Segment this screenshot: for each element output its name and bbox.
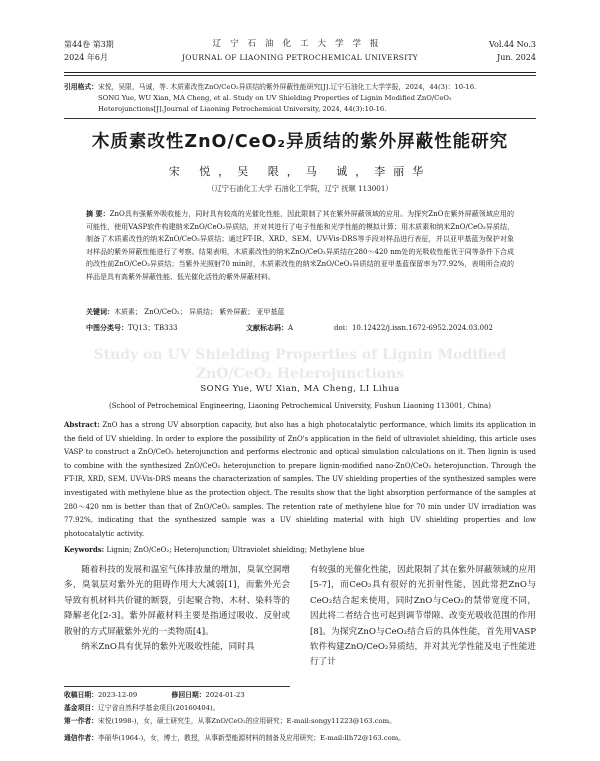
author-list: 宋 悦，吴 限，马 诚，李丽华 — [168, 165, 432, 178]
received-label: 收稿日期： — [64, 691, 98, 699]
english-affiliation: (School of Petrochemical Engineering, Liaoning Petrochemical University, Fushun Liaoning 113001, China) — [109, 402, 491, 410]
journal-name-cn: 辽宁石油化工大学学报 — [212, 39, 388, 49]
abstract-en — [64, 418, 536, 541]
header-center — [64, 38, 536, 64]
received-date: 2023-12-09 — [97, 691, 138, 699]
body-paragraph: 随着科技的发展和温室气体排放量的增加，臭氧空洞增多，臭氧层对紫外光的阻碍作用大大减弱[1]，而紫外光会导致有机材料共价键的断裂，引起聚合物、木材、染料等的降解老化[2-3]。紫外屏蔽材料主要是指通过吸收、反射或散射的方式屏蔽紫外光的一类物质[4]。 — [64, 565, 290, 637]
clc-value: TQ13；TB333 — [128, 324, 178, 332]
keywords-cn — [86, 306, 514, 318]
doi-value[interactable]: 10.12422/j.issn.1672-6952.2024.03.002 — [351, 324, 494, 332]
footnote-rule — [64, 686, 290, 687]
article-title: 木质素改性ZnO/CeO₂异质结的紫外屏蔽性能研究 — [91, 132, 509, 152]
footnote-dates — [64, 690, 536, 701]
citation-block — [64, 82, 536, 115]
volume-cn: 第44卷 第3期 — [64, 40, 114, 49]
header-rule-thick — [64, 72, 536, 73]
english-title: Study on UV Shielding Properties of Lignin Modified ZnO/CeO₂ Heterojunctions — [93, 347, 507, 382]
fund-text: 辽宁省自然科学基金项目(20160404)。 — [97, 704, 220, 712]
abstract-en-text: ZnO has a strong UV absorption capacity, but also has a high photocatalytic performance, which limits its application in the field of UV shielding. In order to explore the possibility of ZnO's application in the field of ultraviolet shielding, this article uses VASP to construct a ZnO/CeO₂ heterojunction and performs electronic and optical simulation calculations on it. Then lignin is used to combine with the synthesized ZnO/CeO₂ heterojunction to prepare lignin-modified nano-ZnO/CeO₂ heterojunction. Through the FT-IR, XRD, SEM, UV-Vis-DRS means the characterization of samples. The UV shielding properties of the synthesized samples were investigated with methylene blue as the protection object. The results show that the light absorption performance of the samples at 280～420 nm is better than that of ZnO/CeO₂ samples. The retention rate of methylene blue for 70 min under UV irradiation was 77.92%, indicating that the synthesized sample was a UV shielding material with high UV shielding properties and low photocatalytic activity. — [64, 421, 536, 538]
keywords-en-label: Keywords: — [64, 545, 105, 554]
abstract-cn-text: ZnO具有强紫外吸收能力，同时具有较高的光催化性能，因此限制了其在紫外屏蔽领域的应用。为探究ZnO在紫外屏蔽领域应用的可能性，使用VASP软件构建纳米ZnO/CeO₂异质结，并对其进行了电子性能和光学性能的模拟计算；用木质素和纳米ZnO/CeO₂异质结，制备了木质素改性的纳米ZnO/CeO₂异质结；通过FT-IR、XRD、SEM、UV-Vis-DRS等手段对样品进行表征，并以亚甲基蓝为保护对象对样品的紫外屏蔽性能进行了考察。结果表明，木质素改性的纳米ZnO/CeO₂异质结在280～420 nm处的光吸收性能优于同等条件下合成的改性前ZnO/CeO₂异质结；当紫外光照射70 min时，木质素改性的纳米ZnO/CeO₂异质结的亚甲基蓝保留率为77.92%，表明所合成的样品是具有高紫外屏蔽性能、低光催化活性的紫外屏蔽材料。 — [86, 210, 514, 281]
keywords-en — [64, 544, 536, 556]
footnote-fund — [64, 703, 536, 714]
keywords-cn-label: 关键词： — [86, 307, 114, 316]
revised-date: 2024-01-23 — [205, 691, 245, 699]
footnote-first-author — [64, 716, 536, 727]
citation-cn-text: 宋悦，吴限，马诚，等. 木质素改性ZnO/CeO₂异质结的紫外屏蔽性能研究[J].辽宁石油化工大学学报，2024，44(3)：10-16. — [97, 83, 477, 91]
abstract-cn-label: 摘 要： — [86, 209, 110, 218]
corr-author-text: 李丽华(1964-)，女，博士，教授，从事新型能源材料的制备及应用研究；E-mail:llh72@163.com。 — [97, 734, 405, 742]
doi-label: doi： — [334, 324, 352, 332]
affiliation: （辽宁石油化工大学 石油化工学院，辽宁 抚顺 113001） — [207, 184, 393, 193]
revised-label: 修回日期： — [171, 691, 206, 699]
first-author-text: 宋悦(1998-)，女，硕士研究生，从事ZnO/CeO₂的应用研究；E-mail:songy11223@163.com。 — [97, 717, 396, 725]
english-authors: SONG Yue, WU Xian, MA Cheng, LI Lihua — [200, 384, 400, 394]
abstract-cn — [86, 208, 514, 284]
body-paragraph: 有较强的光催化性能，因此限制了其在紫外屏蔽领域的应用[5-7]，而CeO₂具有很好的光折射性能，因此常把ZnO与CeO₂结合起来使用，同时ZnO与CeO₂的禁带宽度不同，因此将二者结合也可起到调节带隙、改变光吸收范围的作用[8]。为探究ZnO与CeO₂结合后的具体性能，首先用VASP软件构建ZnO/CeO₂异质结，并对其光学性能及电子性能进行了计 — [310, 565, 536, 668]
date-cn: 2024 年6月 — [64, 53, 108, 62]
keywords-en-text: Lignin; ZnO/CeO₂; Heterojunction; Ultraviolet shielding; Methylene blue — [106, 546, 365, 554]
first-author-label: 第一作者： — [64, 717, 98, 725]
citation-cn — [64, 82, 536, 93]
citation-label: 引用格式： — [64, 83, 98, 91]
corr-author-label: 通信作者： — [64, 734, 98, 742]
clc-code — [86, 322, 178, 334]
body-column-right — [310, 563, 536, 671]
body-paragraph: 纳米ZnO具有优异的紫外光吸收性能，同时具 — [81, 642, 255, 653]
header-right — [489, 38, 536, 64]
date-en: Jun. 2024 — [497, 53, 536, 62]
abstract-en-label: Abstract: — [64, 420, 100, 429]
journal-name-en: JOURNAL OF LIAONING PETROCHEMICAL UNIVERSITY — [181, 53, 419, 62]
header-rule-thin — [64, 75, 536, 76]
doc-code — [246, 322, 293, 334]
footnote-corresponding-author — [64, 733, 536, 744]
doc-label: 文献标志码： — [246, 323, 288, 332]
classification-line — [86, 322, 514, 334]
citation-en: SONG Yue, WU Xian, MA Cheng, et al. Study on UV Shielding Properties of Lignin Modified ZnO/CeO₂ Heterojunctions[J].Journal of Liaoning Petrochemical University, 2024, 44(3):10-16. — [98, 94, 452, 113]
running-header — [64, 38, 536, 70]
fund-label: 基金项目： — [64, 704, 98, 712]
doi — [334, 322, 493, 334]
citation-rule — [64, 118, 536, 119]
clc-label: 中图分类号： — [86, 323, 128, 332]
doc-value: A — [288, 324, 294, 332]
keywords-cn-text: 木质素； ZnO/CeO₂； 异质结； 紫外屏蔽； 亚甲基蓝 — [114, 308, 285, 316]
body-column-left — [64, 563, 290, 655]
volume-en: Vol.44 No.3 — [489, 40, 536, 49]
